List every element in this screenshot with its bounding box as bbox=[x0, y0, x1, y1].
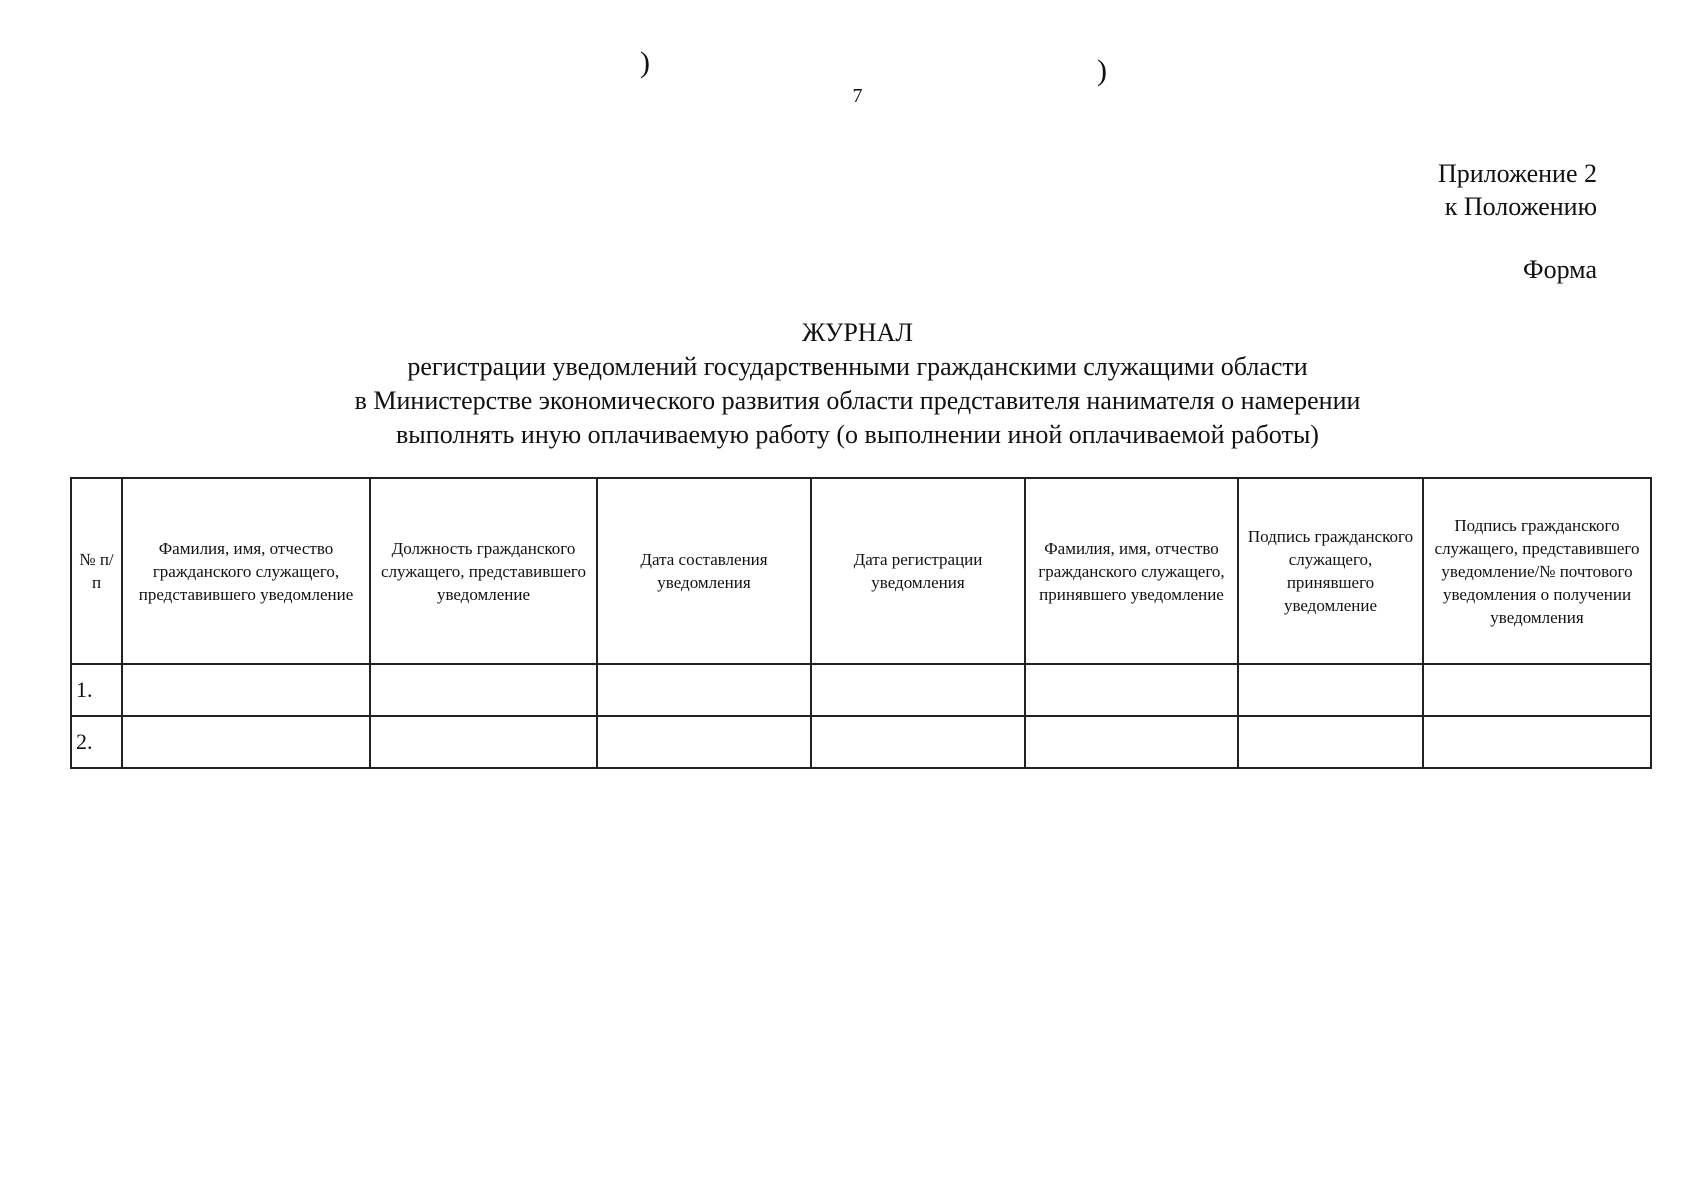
table-cell-number: 1. bbox=[71, 664, 122, 716]
page-number: 7 bbox=[852, 85, 863, 107]
table-cell bbox=[811, 716, 1025, 768]
table-cell bbox=[122, 664, 370, 716]
table-cell bbox=[1423, 664, 1651, 716]
table-cell bbox=[597, 664, 811, 716]
table-cell bbox=[1238, 716, 1423, 768]
form-label: Форма bbox=[1523, 255, 1597, 284]
journal-heading: ЖУРНАЛ bbox=[802, 318, 913, 347]
table-cell bbox=[370, 716, 597, 768]
column-header-submitter-name: Фамилия, имя, отчество гражданского служащего, представившего уведомление bbox=[122, 478, 370, 664]
table-cell bbox=[1238, 664, 1423, 716]
table-cell bbox=[1423, 716, 1651, 768]
journal-title bbox=[0, 316, 1695, 452]
table-header-row bbox=[71, 478, 1651, 664]
appendix-line-1: Приложение 2 bbox=[1437, 159, 1597, 188]
column-header-receiver-name: Фамилия, имя, отчество гражданского служащего, принявшего уведомление bbox=[1025, 478, 1238, 664]
column-header-receiver-signature: Подпись гражданского служащего, принявшего уведомление bbox=[1238, 478, 1423, 664]
table-cell bbox=[370, 664, 597, 716]
journal-title-line-2: в Министерстве экономического развития области представителя нанимателя о намерении bbox=[354, 386, 1361, 415]
table-row bbox=[71, 716, 1651, 768]
column-header-submitter-position: Должность гражданского служащего, представившего уведомление bbox=[370, 478, 597, 664]
table-cell bbox=[1025, 716, 1238, 768]
table-cell bbox=[122, 716, 370, 768]
table-cell bbox=[597, 716, 811, 768]
column-header-compiled-date: Дата составления уведомления bbox=[597, 478, 811, 664]
appendix-reference bbox=[1438, 157, 1597, 223]
journal-table bbox=[70, 477, 1652, 769]
page-mark-right: ) bbox=[1097, 54, 1107, 87]
column-header-submitter-signature: Подпись гражданского служащего, представившего уведомление/№ почтового уведомления о получении уведомления bbox=[1423, 478, 1651, 664]
column-header-number: № п/п bbox=[71, 478, 122, 664]
appendix-line-2: к Положению bbox=[1444, 192, 1597, 221]
page-mark-left: ) bbox=[640, 46, 650, 79]
table-row bbox=[71, 664, 1651, 716]
table-cell bbox=[811, 664, 1025, 716]
journal-title-line-1: регистрации уведомлений государственными гражданскими служащими области bbox=[407, 352, 1308, 381]
journal-title-line-3: выполнять иную оплачиваемую работу (о выполнении иной оплачиваемой работы) bbox=[396, 420, 1319, 449]
table-cell-number: 2. bbox=[71, 716, 122, 768]
column-header-registration-date: Дата регистрации уведомления bbox=[811, 478, 1025, 664]
table-cell bbox=[1025, 664, 1238, 716]
